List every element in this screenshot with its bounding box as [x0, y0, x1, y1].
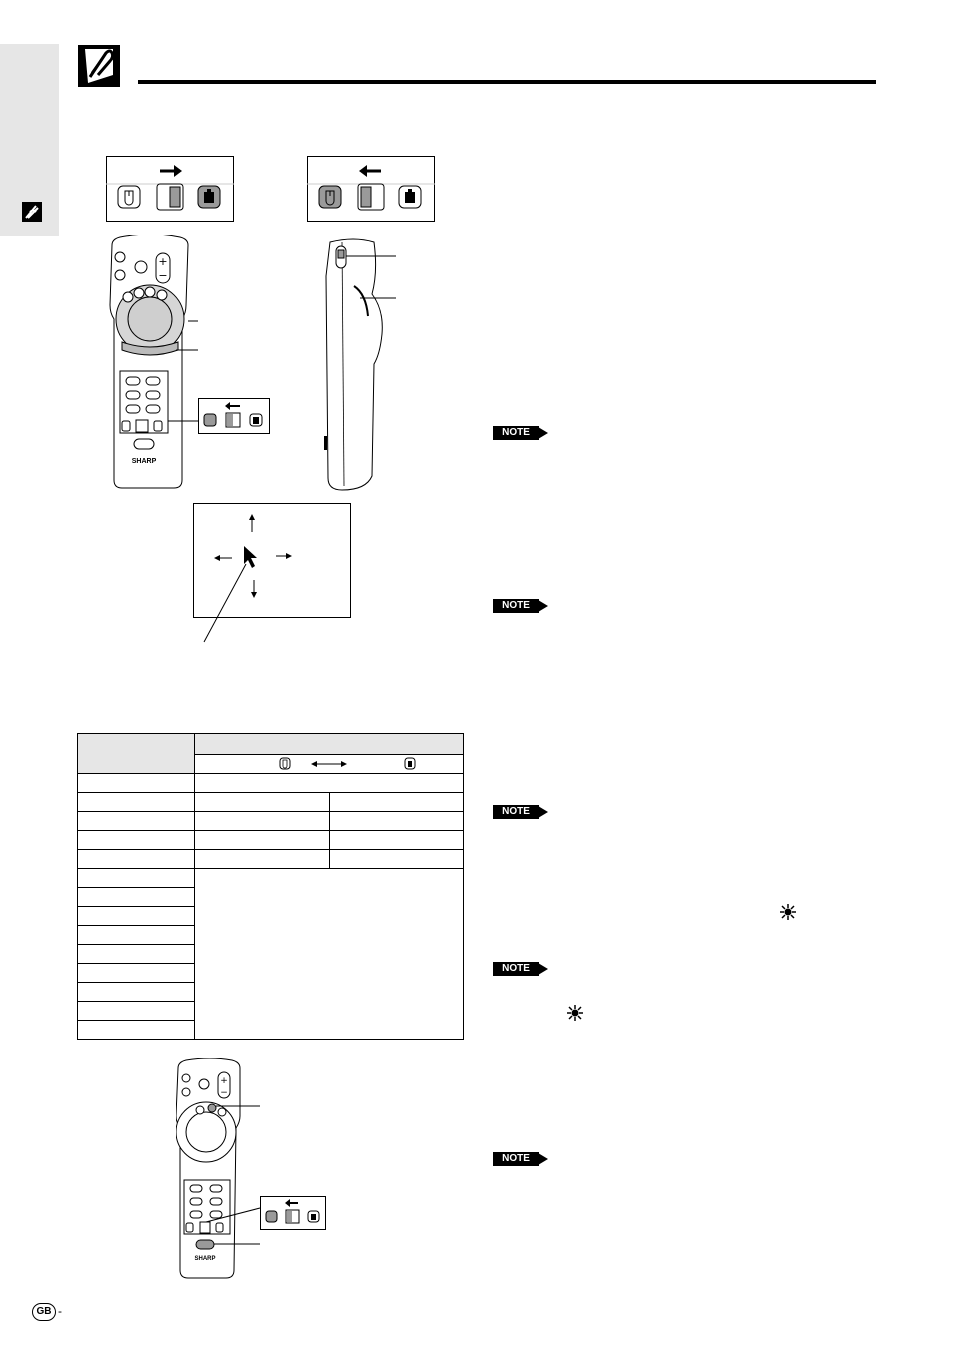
svg-text:+: + — [220, 1076, 228, 1086]
remote-brand: SHARP — [131, 458, 157, 465]
svg-text:−: − — [220, 1088, 228, 1098]
table-row — [78, 1021, 195, 1040]
mode-switch-panel-lock — [307, 156, 435, 222]
note-badge-4: NOTE — [491, 962, 551, 976]
table-header-cell — [195, 734, 464, 755]
mode-toggle-diagram — [195, 755, 463, 773]
page-number-dash: - — [58, 1304, 62, 1318]
table-row — [78, 964, 195, 983]
remote-control-side — [322, 236, 398, 492]
mini-switch-panel-1 — [198, 398, 270, 434]
svg-text:−: − — [158, 269, 168, 282]
table-row — [78, 926, 195, 945]
note-badge-2: NOTE — [491, 599, 551, 613]
header-rule — [138, 80, 876, 84]
table-row — [78, 831, 195, 850]
table-row — [78, 1002, 195, 1021]
table-row — [78, 907, 195, 926]
cursor-screen-diagram — [192, 502, 352, 650]
table-row — [78, 888, 195, 907]
table-row — [78, 812, 195, 831]
note-badge-1: NOTE — [491, 426, 551, 440]
sun-icon — [567, 1005, 583, 1021]
remote-control-front — [106, 235, 274, 491]
table-row — [78, 793, 195, 812]
mode-switch-panel-mouse — [106, 156, 234, 222]
note-badge-5: NOTE — [491, 1152, 551, 1166]
table-mode-row — [195, 755, 464, 774]
note-badge-3: NOTE — [491, 805, 551, 819]
table-row — [78, 983, 195, 1002]
table-header-cell — [78, 734, 195, 774]
mini-switch-panel-2 — [260, 1196, 326, 1230]
remote-control-front-2 — [176, 1058, 328, 1284]
table-row — [78, 945, 195, 964]
clip-pen-small-icon — [22, 202, 42, 222]
region-badge: GB — [32, 1303, 56, 1321]
table-row — [78, 850, 195, 869]
mode-table — [77, 733, 464, 1040]
table-row — [78, 774, 195, 793]
svg-text:+: + — [158, 255, 168, 268]
remote-brand-2: SHARP — [194, 1256, 216, 1262]
table-row — [78, 869, 195, 888]
sun-icon — [780, 904, 796, 920]
clip-pen-icon — [78, 45, 120, 87]
